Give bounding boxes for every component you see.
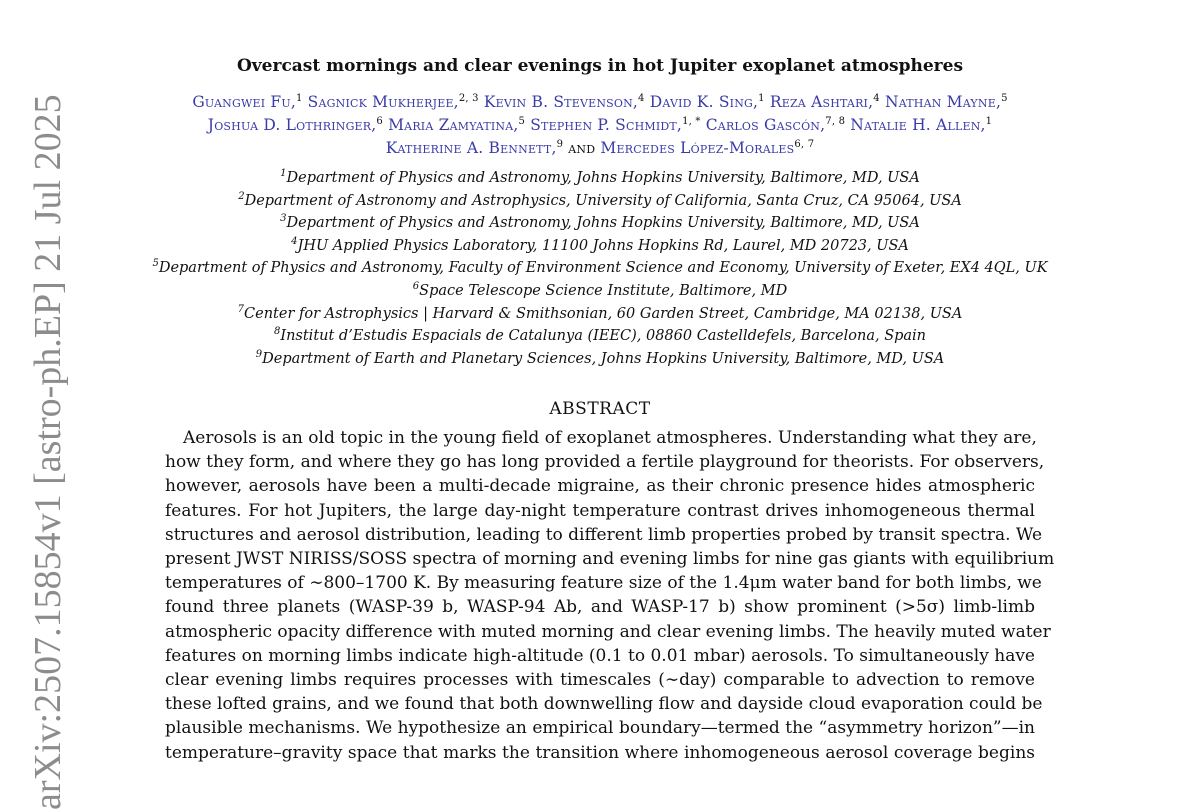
abstract-line: temperature–gravity space that marks the transition where inhomogeneous aerosol coverage begins	[165, 742, 1035, 763]
affiliation-item	[110, 167, 1090, 190]
affiliation-number: 2	[238, 190, 245, 202]
author-name[interactable]: Kevin B. Stevenson,	[483, 93, 639, 111]
author-name[interactable]: Natalie H. Allen,	[850, 116, 986, 134]
author-affiliation-mark: 2, 3	[458, 93, 479, 104]
paper-title: Overcast mornings and clear evenings in hot Jupiter exoplanet atmospheres	[236, 56, 964, 76]
author-name[interactable]: Nathan Mayne,	[884, 93, 1002, 111]
abstract-line: atmospheric opacity difference with muted morning and clear evening limbs. The heavily muted water	[165, 621, 1051, 642]
affiliation-number: 5	[152, 258, 159, 270]
abstract-line: clear evening limbs requires processes with timescales (∼day) comparable to advection to remove	[165, 670, 1035, 691]
abstract-line: found three planets (WASP-39 b, WASP-94 Ab, and WASP-17 b) show prominent (>5σ) limb-limb	[165, 597, 1035, 618]
abstract-line: features on morning limbs indicate high-altitude (0.1 to 0.01 mbar) aerosols. To simultaneously have	[165, 645, 1035, 666]
author-name[interactable]: Sagnick Mukherjee,	[307, 93, 459, 111]
abstract-line: temperatures of ∼800–1700 K. By measuring feature size of the 1.4μm water band for both limbs, we	[165, 573, 1042, 594]
affiliation-number: 8	[273, 326, 281, 338]
author-line-3	[110, 137, 1090, 160]
author-affiliation-mark: 1	[985, 116, 993, 127]
author-name[interactable]: Maria Zamyatina,	[388, 116, 519, 134]
author-affiliation-mark: 6	[376, 116, 383, 127]
affiliation-text: Center for Astrophysics | Harvard & Smithsonian, 60 Garden Street, Cambridge, MA 02138, USA	[244, 305, 963, 322]
author-affiliation-mark: 4	[638, 93, 645, 104]
affiliation-number: 3	[280, 213, 287, 225]
author-name[interactable]: David K. Sing,	[649, 93, 759, 111]
author-line-2	[110, 114, 1090, 137]
author-affiliation-mark: 9	[556, 139, 564, 150]
abstract-line: these lofted grains, and we found that both downwelling flow and dayside cloud evaporation could be	[165, 694, 1043, 715]
abstract-line: Aerosols is an old topic in the young field of exoplanet atmospheres. Understanding what they are,	[183, 428, 1037, 448]
author-affiliation-mark: 4	[873, 93, 880, 104]
author-name[interactable]: Guangwei Fu,	[192, 93, 296, 111]
affiliation-item	[110, 257, 1090, 280]
author-name[interactable]: Mercedes López-Morales	[600, 139, 795, 157]
affiliation-item	[110, 190, 1090, 213]
author-name[interactable]: Joshua D. Lothringer,	[207, 116, 377, 134]
paper-page	[110, 0, 1090, 776]
author-conjunction: and	[568, 139, 596, 157]
author-list	[110, 91, 1090, 160]
affiliation-text: Department of Astronomy and Astrophysics, University of California, Santa Cruz, CA 95064, USA	[244, 192, 962, 209]
author-affiliation-mark: 1, *	[682, 116, 701, 127]
abstract-heading: ABSTRACT	[549, 399, 651, 419]
author-affiliation-mark: 6, 7	[794, 139, 815, 150]
affiliation-item	[110, 235, 1090, 258]
affiliation-list	[110, 167, 1090, 370]
affiliation-item	[110, 348, 1090, 371]
author-affiliation-mark: 1	[758, 93, 765, 104]
affiliation-number: 9	[255, 348, 263, 360]
affiliation-text: Department of Physics and Astronomy, Johns Hopkins University, Baltimore, MD, USA	[286, 170, 920, 186]
author-affiliation-mark: 5	[1001, 93, 1008, 104]
author-line-1	[110, 91, 1090, 114]
author-affiliation-mark: 5	[518, 116, 526, 127]
author-name[interactable]: Katherine A. Bennett,	[385, 139, 557, 157]
affiliation-number: 1	[280, 168, 287, 179]
abstract-body	[165, 426, 1055, 765]
abstract-line: present JWST NIRISS/SOSS spectra of morning and evening limbs for nine gas giants with equilibrium	[165, 549, 1055, 570]
affiliation-text: Department of Physics and Astronomy, Johns Hopkins University, Baltimore, MD, USA	[286, 215, 920, 232]
author-name[interactable]: Stephen P. Schmidt,	[530, 116, 683, 134]
affiliation-text: Institut d’Estudis Espacials de Catalunya (IEEC), 08860 Castelldefels, Barcelona, Spain	[280, 328, 927, 345]
affiliation-item	[110, 280, 1090, 303]
abstract-line: features. For hot Jupiters, the large day-night temperature contrast drives inhomogeneous thermal	[165, 500, 1035, 521]
abstract-line: however, aerosols have been a multi-decade migraine, as their chronic presence hides atmospheric	[165, 476, 1035, 497]
affiliation-text: Space Telescope Science Institute, Baltimore, MD	[419, 282, 788, 299]
abstract-line: plausible mechanisms. We hypothesize an empirical boundary—termed the “asymmetry horizon”—in	[165, 718, 1035, 739]
author-name[interactable]: Carlos Gascón,	[705, 116, 826, 134]
author-affiliation-mark: 1	[295, 93, 303, 104]
affiliation-number: 7	[237, 303, 245, 315]
affiliation-text: JHU Applied Physics Laboratory, 11100 Johns Hopkins Rd, Laurel, MD 20723, USA	[297, 237, 909, 254]
author-name[interactable]: Reza Ashtari,	[769, 93, 874, 111]
abstract-line: structures and aerosol distribution, leading to different limb properties probed by transit spectra. We	[165, 524, 1043, 545]
affiliation-text: Department of Physics and Astronomy, Faculty of Environment Science and Economy, University of Exeter, EX4 4QL, UK	[158, 260, 1048, 277]
author-affiliation-mark: 7, 8	[825, 116, 846, 127]
affiliation-number: 6	[412, 280, 420, 292]
affiliation-item	[110, 303, 1090, 326]
affiliation-item	[110, 212, 1090, 235]
affiliation-text: Department of Earth and Planetary Sciences, Johns Hopkins University, Baltimore, MD, USA	[262, 350, 945, 367]
affiliation-item	[110, 325, 1090, 348]
abstract-line: how they form, and where they go has long provided a fertile playground for theorists. For observers,	[165, 452, 1045, 473]
affiliation-number: 4	[291, 235, 298, 247]
arxiv-identifier-stamp: arXiv:2507.15854v1 [astro-ph.EP] 21 Jul 2025	[27, 94, 69, 810]
